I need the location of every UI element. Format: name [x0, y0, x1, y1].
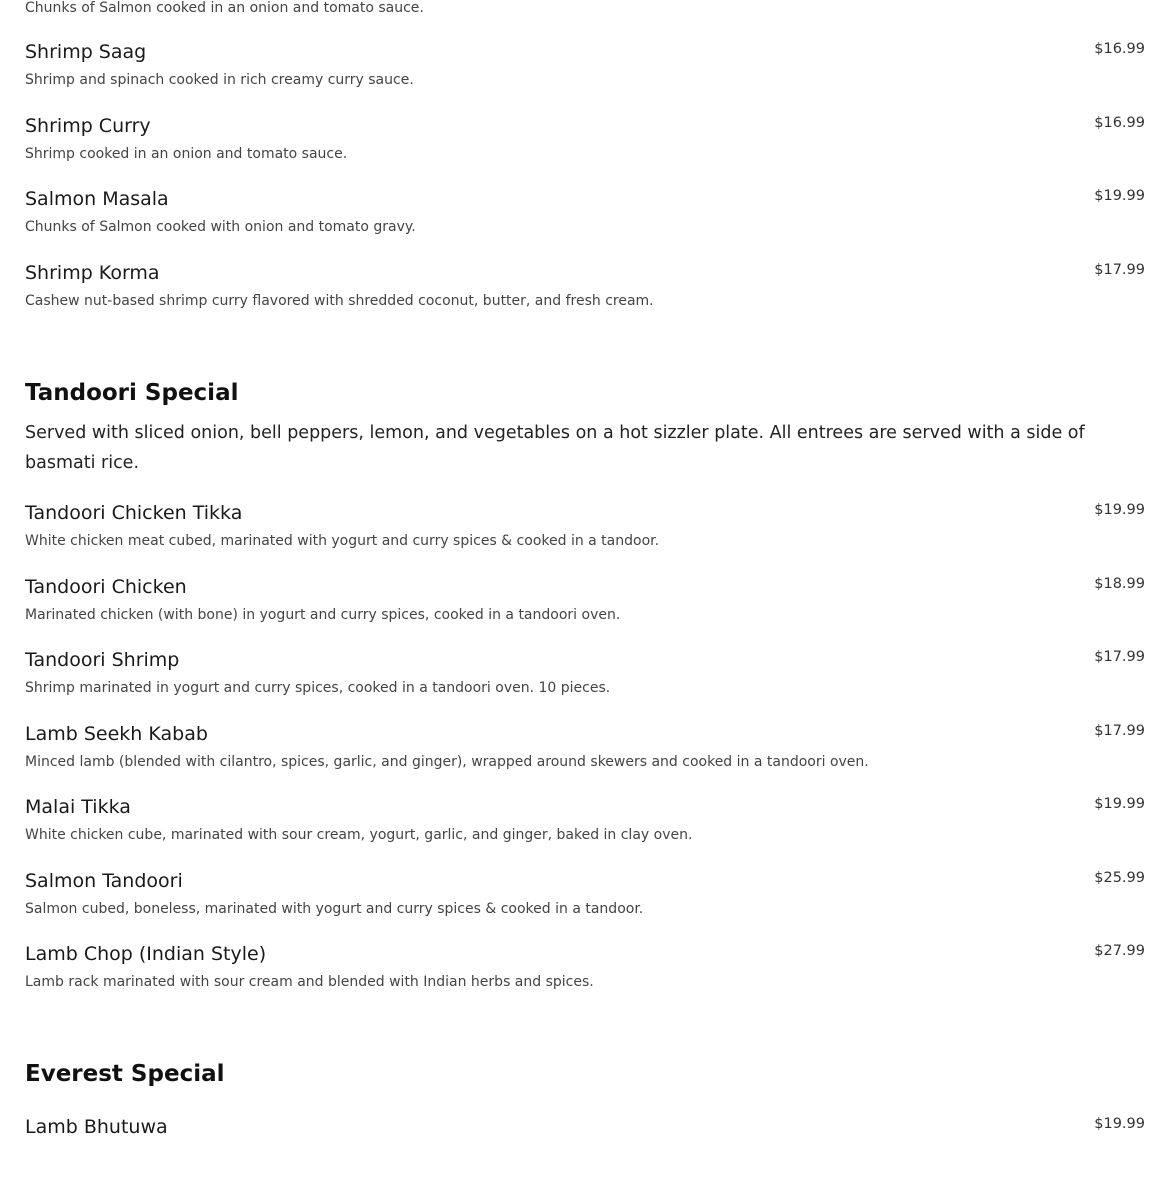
menu-item-name: Tandoori Chicken: [25, 575, 187, 598]
menu-item-description: Lamb rack marinated with sour cream and blended with Indian herbs and spices.: [25, 974, 594, 990]
everest-menu-list: [25, 1115, 1145, 1189]
menu-item-name: Lamb Seekh Kabab: [25, 722, 208, 745]
menu-item-name: Tandoori Shrimp: [25, 649, 180, 671]
menu-item-price: $19.99: [1094, 1116, 1145, 1132]
menu-item[interactable]: [25, 648, 1145, 722]
tandoori-menu-list: [25, 501, 1145, 1016]
seafood-menu-list: [25, 40, 1145, 334]
menu-item-name: Salmon Masala: [25, 188, 169, 210]
section-title-everest: Everest Special: [25, 1061, 225, 1087]
menu-item-description: Shrimp and spinach cooked in rich creamy curry sauce.: [25, 72, 414, 88]
menu-item[interactable]: [25, 1115, 1145, 1189]
menu-item-description: Chunks of Salmon cooked in an onion and tomato sauce.: [25, 0, 424, 16]
section-title-tandoori: Tandoori Special: [25, 380, 239, 406]
menu-item-price: $18.99: [1094, 575, 1145, 592]
menu-item-description: White chicken meat cubed, marinated with yogurt and curry spices & cooked in a tandoor.: [25, 533, 660, 549]
menu-item[interactable]: [25, 869, 1145, 943]
menu-item-description: Shrimp marinated in yogurt and curry spices, cooked in a tandoori oven. 10 pieces.: [25, 680, 611, 696]
menu-item-name: Tandoori Chicken Tikka: [25, 502, 243, 524]
menu-item-description: Marinated chicken (with bone) in yogurt and curry spices, cooked in a tandoori oven.: [25, 606, 621, 623]
menu-item-name: Shrimp Saag: [25, 41, 147, 63]
menu-item[interactable]: [25, 40, 1145, 114]
menu-item-price: $17.99: [1094, 722, 1145, 739]
menu-item-price: $19.99: [1094, 502, 1145, 518]
section-note-tandoori: Served with sliced onion, bell peppers, lemon, and vegetables on a hot sizzler plate. All entrees are served with a side of basmati rice.: [25, 423, 1085, 473]
menu-item[interactable]: [25, 575, 1145, 649]
menu-item-name: Shrimp Curry: [25, 114, 151, 137]
menu-item-price: $17.99: [1094, 261, 1145, 278]
menu-item-price: $17.99: [1094, 649, 1145, 665]
menu-item-name: Shrimp Korma: [25, 261, 160, 284]
menu-item[interactable]: [25, 261, 1145, 335]
menu-item[interactable]: [25, 795, 1145, 869]
menu-item-description: Salmon cubed, boneless, marinated with yogurt and curry spices & cooked in a tandoor.: [25, 900, 644, 917]
menu-item-name: Lamb Bhutuwa: [25, 1116, 168, 1138]
menu-item[interactable]: [25, 501, 1145, 575]
menu-item-description: Cashew nut-based shrimp curry flavored with shredded coconut, butter, and fresh cream.: [25, 292, 654, 309]
menu-item[interactable]: [25, 187, 1145, 261]
menu-item-description: Shrimp cooked in an onion and tomato sauce.: [25, 145, 348, 162]
menu-item-price: $19.99: [1094, 188, 1145, 204]
menu-item-description: Chunks of Salmon cooked with onion and tomato gravy.: [25, 219, 416, 235]
menu-item[interactable]: [25, 114, 1145, 188]
menu-item-name: Malai Tikka: [25, 796, 131, 818]
menu-item-description: Minced lamb (blended with cilantro, spices, garlic, and ginger), wrapped around skewers and cooked in a tandoori oven.: [25, 753, 869, 770]
menu-item-name: Salmon Tandoori: [25, 869, 183, 892]
menu-item-description: White chicken cube, marinated with sour cream, yogurt, garlic, and ginger, baked in clay oven.: [25, 827, 693, 843]
menu-item-price: $27.99: [1094, 943, 1145, 959]
menu-item[interactable]: [25, 722, 1145, 796]
menu-item-price: $16.99: [1094, 41, 1145, 57]
menu-item-name: Lamb Chop (Indian Style): [25, 943, 267, 965]
menu-item-price: $19.99: [1094, 796, 1145, 812]
menu-item-price: $16.99: [1094, 114, 1145, 131]
menu-item-price: $25.99: [1094, 869, 1145, 886]
menu-item[interactable]: [25, 942, 1145, 1016]
